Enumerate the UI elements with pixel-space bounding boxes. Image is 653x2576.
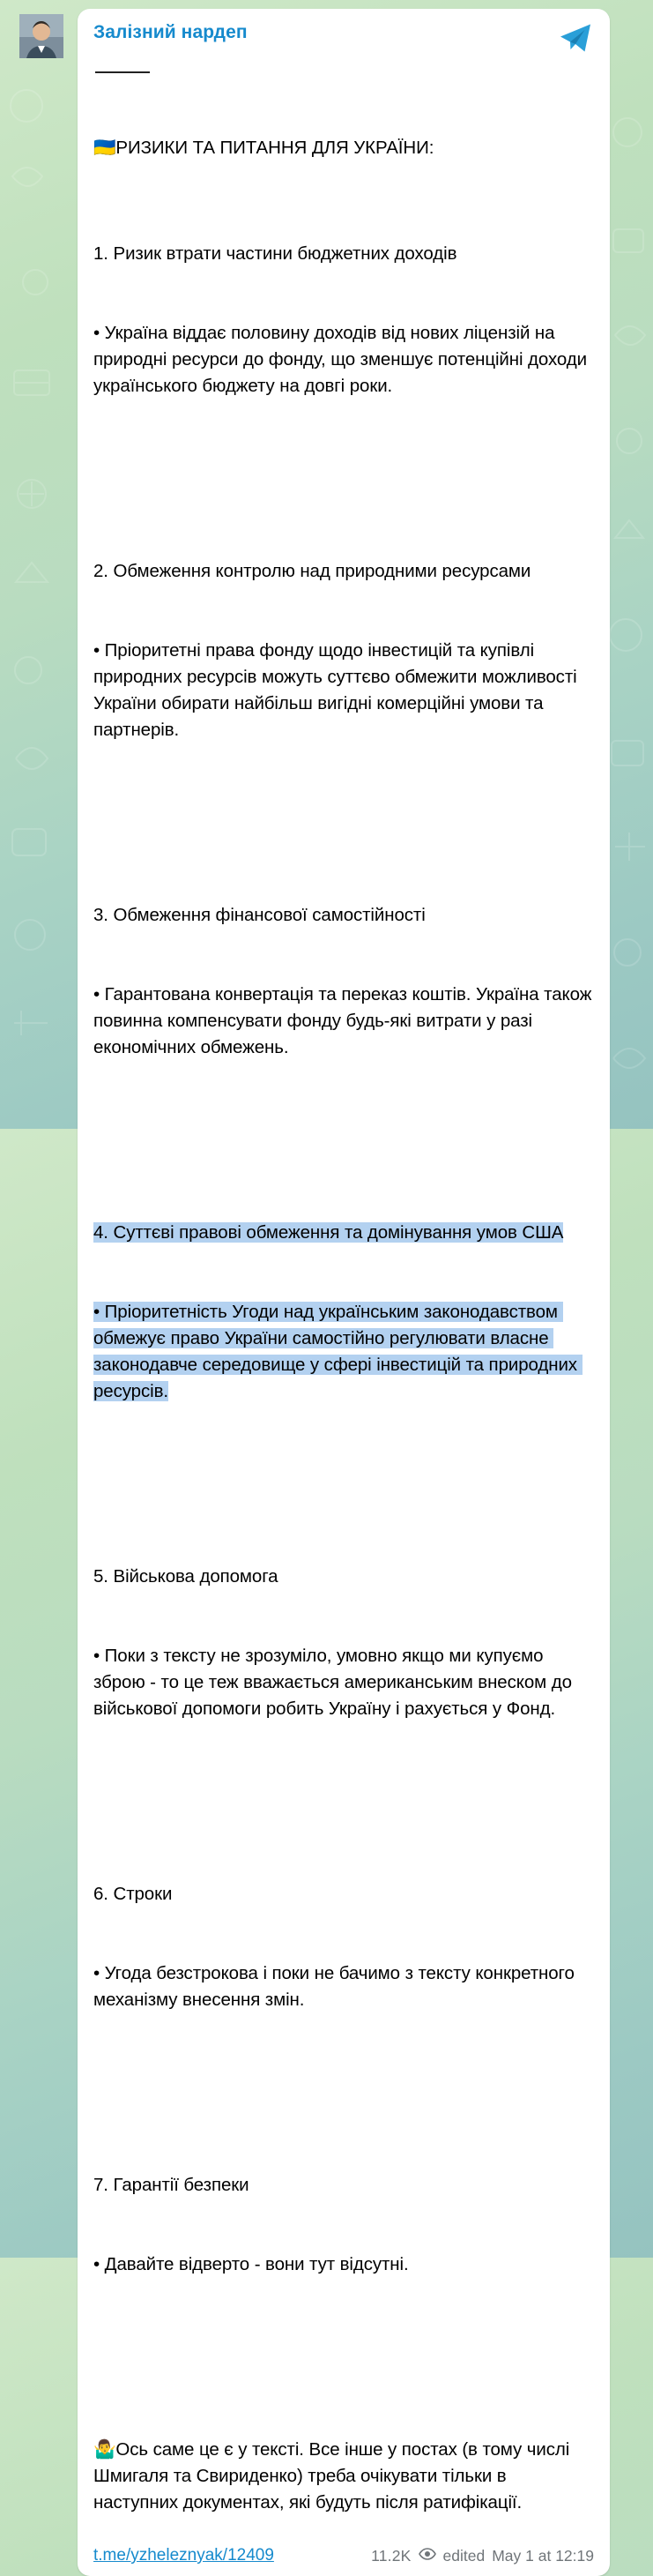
- message-heading: 🇺🇦РИЗИКИ ТА ПИТАННЯ ДЛЯ УКРАЇНИ:: [93, 138, 434, 158]
- avatar[interactable]: [19, 14, 63, 58]
- item-4-title: [93, 1220, 594, 1246]
- item-2-body: • Пріоритетні права фонду щодо інвестицій та купівлі природних ресурсів можуть суттєво обмежити можливості України обирати найбільш вигідні комерційні умови та партнерів.: [93, 640, 583, 740]
- divider: [95, 71, 150, 73]
- view-count: 11.2K: [371, 2546, 412, 2565]
- item-4-body-text: • Пріоритетність Угоди над українським законодавством обмежує право України самостійно регулювати власне законодавче середовище у сфері інвестицій та природних ресурсів.: [93, 1302, 583, 1401]
- timestamp: May 1 at 12:19: [492, 2546, 594, 2565]
- channel-name[interactable]: Залізний нардеп: [93, 22, 248, 42]
- item-7-title: 7. Гарантії безпеки: [93, 2175, 249, 2195]
- message-text: [93, 82, 597, 2569]
- item-7-body: • Давайте відверто - вони тут відсутні.: [93, 2254, 409, 2274]
- message-closing: 🤷‍♂️Ось саме це є у тексті. Все інше у постах (в тому числі Шмигаля та Свириденко) треба очікувати тільки в наступних документах, які будуть після ратифікації.: [93, 2439, 575, 2513]
- item-5-body: • Поки з тексту не зрозуміло, умовно якщо ми купуємо зброю - то це теж вважається американським внеском до військової допомоги робить Україну і рахується у Фонд.: [93, 1646, 577, 1719]
- message-footer: [93, 2546, 594, 2565]
- item-2-title: 2. Обмеження контролю над природними ресурсами: [93, 561, 531, 581]
- eye-icon: [419, 2547, 436, 2565]
- item-1-title: 1. Ризик втрати частини бюджетних доходів: [93, 243, 457, 264]
- message-bubble: [78, 9, 610, 2576]
- edited-label: edited: [442, 2546, 486, 2565]
- telegram-icon: [559, 23, 592, 57]
- item-5-title: 5. Військова допомога: [93, 1566, 278, 1587]
- item-3-title: 3. Обмеження фінансової самостійності: [93, 905, 426, 925]
- item-6-title: 6. Строки: [93, 1884, 173, 1904]
- message-link[interactable]: t.me/yzheleznyak/12409: [93, 2546, 274, 2565]
- footer-meta: [371, 2547, 594, 2565]
- item-1-body: • Україна віддає половину доходів від нових ліцензій на природні ресурси до фонду, що зменшує потенційні доходи українського бюджету на довгі роки.: [93, 323, 592, 396]
- bubble-header: [93, 21, 594, 57]
- item-4-body: [93, 1299, 594, 1405]
- item-4-title-text: 4. Суттєві правові обмеження та домінування умов США: [93, 1222, 564, 1243]
- item-3-body: • Гарантована конвертація та переказ коштів. Україна також повинна компенсувати фонду будь-які витрати у разі економічних обмежень.: [93, 984, 597, 1057]
- item-6-body: • Угода безстрокова і поки не бачимо з тексту конкретного механізму внесення змін.: [93, 1963, 580, 2010]
